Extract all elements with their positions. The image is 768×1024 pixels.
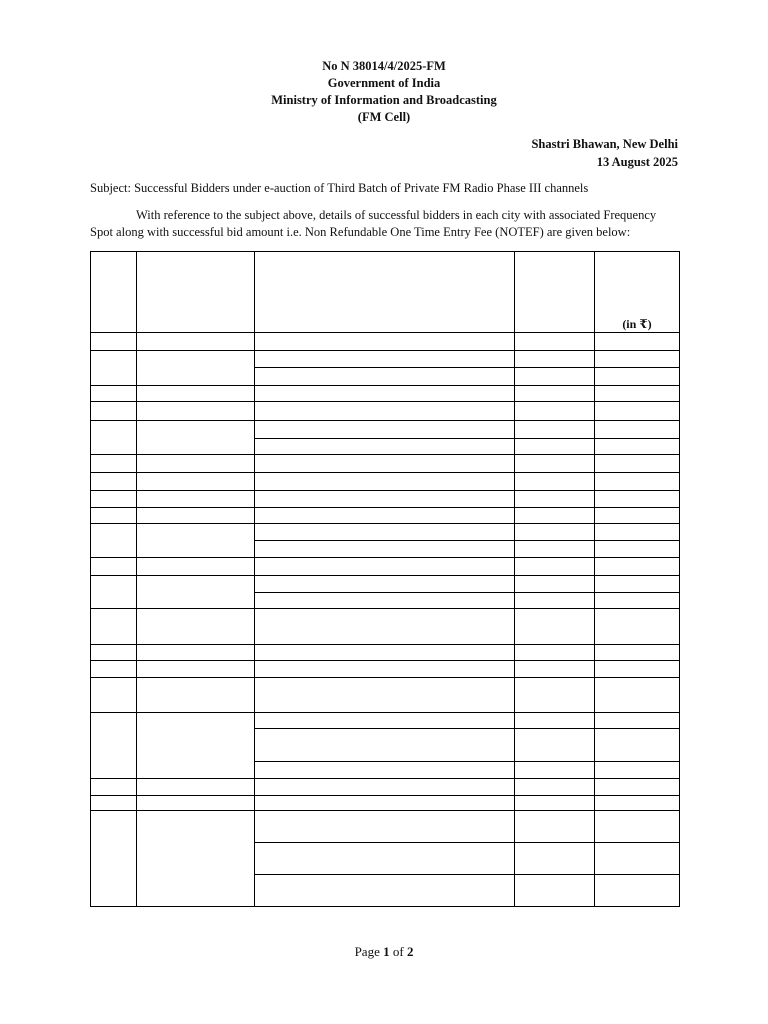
table-row [91, 473, 680, 491]
table-cell [595, 386, 680, 402]
table-cell [255, 713, 515, 729]
total-pages-number: 2 [406, 944, 414, 959]
table-cell [255, 524, 515, 541]
table-row [91, 678, 680, 713]
table-cell [91, 491, 137, 508]
table-cell [91, 421, 137, 455]
table-cell [515, 351, 595, 368]
table-cell [91, 661, 137, 678]
table-row [91, 421, 680, 439]
table-cell [91, 678, 137, 713]
page-footer [0, 944, 768, 960]
table-cell [515, 796, 595, 811]
amount-unit-label: (in ₹) [622, 317, 652, 331]
table-row [91, 491, 680, 508]
table-cell [515, 678, 595, 713]
table-cell [137, 645, 255, 661]
table-cell [515, 762, 595, 779]
table-cell [515, 491, 595, 508]
table-cell [91, 558, 137, 576]
table-cell [515, 779, 595, 796]
table-cell [91, 402, 137, 421]
table-cell [255, 368, 515, 386]
amount-unit-header [595, 252, 680, 333]
table-cell [255, 455, 515, 473]
date: 13 August 2025 [596, 154, 678, 169]
table-cell [515, 729, 595, 762]
table-cell [595, 796, 680, 811]
table-row [91, 661, 680, 678]
table-cell [255, 875, 515, 907]
table-cell [595, 333, 680, 351]
table-cell [255, 491, 515, 508]
table-cell [515, 455, 595, 473]
table-cell [595, 455, 680, 473]
table-cell [595, 558, 680, 576]
table-cell [137, 811, 255, 907]
table-cell [595, 491, 680, 508]
table-cell [255, 386, 515, 402]
table-cell [595, 421, 680, 439]
table-cell [255, 333, 515, 351]
table-cell [137, 351, 255, 386]
table-row [91, 576, 680, 593]
table-cell [255, 402, 515, 421]
table-cell [595, 351, 680, 368]
table-row [91, 333, 680, 351]
table-cell [255, 811, 515, 843]
document-header [0, 58, 768, 126]
table-cell [255, 729, 515, 762]
file-number: No N 38014/4/2025-FM [322, 59, 446, 73]
intro-line-1: With reference to the subject above, details of successful bidders in each city with associated Frequency [136, 208, 657, 222]
table-row [91, 524, 680, 541]
table-cell [137, 661, 255, 678]
table-row [91, 609, 680, 645]
table-cell [515, 811, 595, 843]
table-cell [595, 875, 680, 907]
table-cell [595, 645, 680, 661]
table-cell [137, 576, 255, 609]
table-cell [515, 333, 595, 351]
table-cell [515, 713, 595, 729]
table-row [91, 558, 680, 576]
page-word: Page [354, 944, 380, 959]
successful-bidders-table [90, 251, 680, 907]
table-cell [91, 609, 137, 645]
subject-line: Subject: Successful Bidders under e-auction of Third Batch of Private FM Radio Phase III channels [90, 181, 589, 195]
table-cell [91, 333, 137, 351]
table-row [91, 402, 680, 421]
table-cell [595, 729, 680, 762]
table-cell [91, 455, 137, 473]
table-cell [255, 609, 515, 645]
table-header-row [91, 252, 680, 333]
table-cell [137, 386, 255, 402]
table-cell [255, 796, 515, 811]
table-header-cell [255, 252, 515, 333]
table-cell [515, 593, 595, 609]
intro-line-2: Spot along with successful bid amount i.e. Non Refundable One Time Entry Fee (NOTEF) are given below: [90, 224, 631, 239]
table-cell [595, 524, 680, 541]
table-cell [255, 678, 515, 713]
table-cell [515, 576, 595, 593]
table-cell [255, 541, 515, 558]
table-cell [255, 439, 515, 455]
table-cell [137, 402, 255, 421]
table-cell [91, 713, 137, 779]
table-cell [515, 421, 595, 439]
table-cell [515, 368, 595, 386]
ministry-name: Ministry of Information and Broadcasting [271, 93, 497, 107]
table-cell [595, 609, 680, 645]
table-cell [595, 713, 680, 729]
table-cell [515, 524, 595, 541]
table-cell [137, 421, 255, 455]
table-cell [91, 473, 137, 491]
table-cell [137, 678, 255, 713]
table-cell [595, 661, 680, 678]
table-row [91, 508, 680, 524]
table-row [91, 779, 680, 796]
table-cell [515, 558, 595, 576]
table-cell [91, 796, 137, 811]
table-cell [595, 678, 680, 713]
table-cell [137, 558, 255, 576]
table-cell [255, 473, 515, 491]
table-cell [91, 386, 137, 402]
table-cell [255, 421, 515, 439]
table-cell [137, 473, 255, 491]
table-cell [137, 713, 255, 779]
table-cell [255, 576, 515, 593]
table-header-cell [515, 252, 595, 333]
table-row [91, 645, 680, 661]
place: Shastri Bhawan, New Delhi [531, 137, 678, 151]
table-cell [255, 843, 515, 875]
intro-paragraph [90, 207, 680, 240]
table-row [91, 386, 680, 402]
table-row [91, 351, 680, 368]
table-row [91, 811, 680, 843]
table-cell [137, 508, 255, 524]
table-cell [255, 645, 515, 661]
table-cell [595, 402, 680, 421]
table-cell [515, 386, 595, 402]
table-cell [515, 843, 595, 875]
table-cell [595, 368, 680, 386]
table-cell [91, 524, 137, 558]
table-cell [515, 661, 595, 678]
table-cell [137, 455, 255, 473]
table-cell [595, 473, 680, 491]
table-cell [515, 439, 595, 455]
table-cell [255, 558, 515, 576]
table-cell [137, 609, 255, 645]
table-cell [515, 508, 595, 524]
table-cell [137, 333, 255, 351]
table-header-cell [137, 252, 255, 333]
table-cell [137, 524, 255, 558]
table-cell [595, 593, 680, 609]
table-cell [595, 779, 680, 796]
table-cell [255, 762, 515, 779]
table-cell [595, 541, 680, 558]
table-cell [255, 661, 515, 678]
table-cell [91, 576, 137, 609]
table-cell [515, 609, 595, 645]
table-cell [91, 779, 137, 796]
table-cell [255, 351, 515, 368]
place-date-block [531, 136, 678, 171]
table-cell [515, 402, 595, 421]
table-cell [91, 645, 137, 661]
current-page-number: 1 [383, 944, 390, 959]
table-cell [91, 351, 137, 386]
table-cell [595, 762, 680, 779]
table-cell [137, 779, 255, 796]
table-header-cell [91, 252, 137, 333]
table-row [91, 455, 680, 473]
table-cell [91, 508, 137, 524]
table-cell [515, 473, 595, 491]
table-row [91, 796, 680, 811]
cell-name: (FM Cell) [357, 110, 411, 124]
table-cell [137, 491, 255, 508]
table-cell [137, 796, 255, 811]
table-cell [595, 811, 680, 843]
table-cell [515, 875, 595, 907]
table-cell [595, 576, 680, 593]
of-word: of [392, 944, 404, 959]
table-cell [515, 541, 595, 558]
table-cell [515, 645, 595, 661]
government-name: Government of India [327, 76, 441, 90]
table-cell [255, 779, 515, 796]
table-cell [255, 593, 515, 609]
table-cell [255, 508, 515, 524]
table-cell [595, 508, 680, 524]
table-cell [91, 811, 137, 907]
table-cell [595, 843, 680, 875]
table-row [91, 713, 680, 729]
table-cell [595, 439, 680, 455]
